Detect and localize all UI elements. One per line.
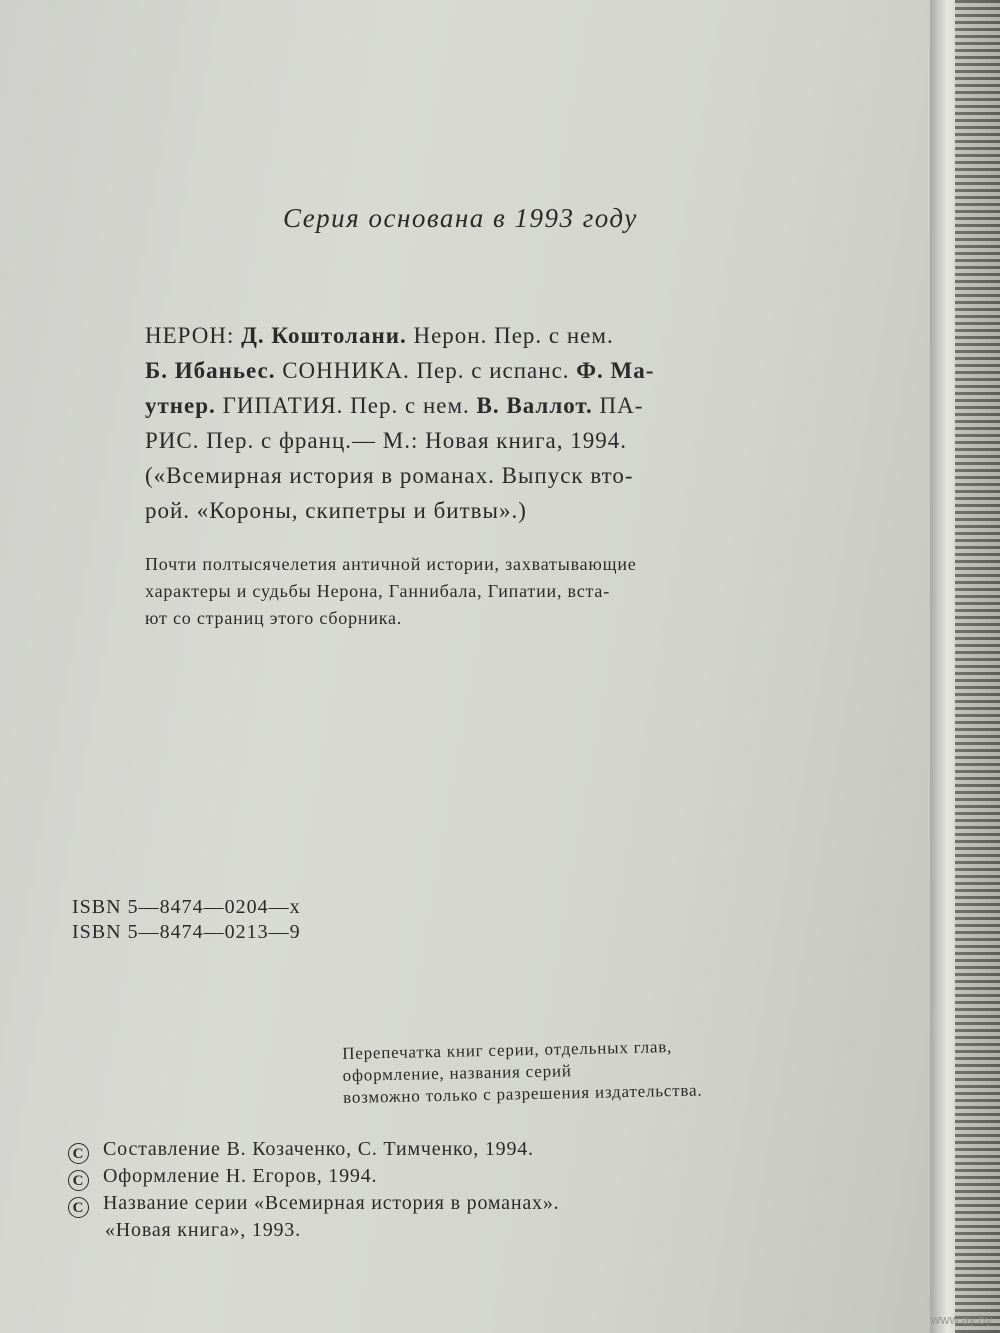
copyright-text: «Новая книга», 1993. bbox=[105, 1219, 301, 1241]
bibliographic-text: Нерон. Пер. с нем. bbox=[406, 323, 614, 348]
reprint-line: возможно только с разрешения издательства. bbox=[342, 1080, 703, 1107]
bibliographic-entry bbox=[145, 318, 825, 528]
bibliographic-text: СОННИКА. Пер. с испанс. bbox=[275, 358, 577, 383]
bibliographic-text: («Всемирная история в романах. Выпуск вто- bbox=[145, 463, 634, 488]
bibliographic-text: НЕРОН: bbox=[145, 323, 242, 348]
watermark: www.ay.by bbox=[930, 1312, 992, 1327]
author-name: В. Валлот. bbox=[476, 393, 593, 418]
isbn-line: ISBN 5—8474—0204—х bbox=[72, 896, 301, 918]
isbn-block bbox=[72, 895, 301, 945]
copyright-text: Оформление Н. Егоров, 1994. bbox=[103, 1165, 378, 1187]
reprint-line: оформление, названия серий bbox=[342, 1061, 572, 1085]
bibliographic-text: рой. «Короны, скипетры и битвы».) bbox=[145, 498, 527, 523]
copyright-entry bbox=[68, 1137, 559, 1164]
author-name: Ф. Ма- bbox=[576, 358, 655, 383]
author-name: Б. Ибаньес. bbox=[145, 358, 276, 383]
copyright-text: Название серии «Всемирная история в романах». bbox=[103, 1192, 560, 1214]
copyright-continuation bbox=[68, 1218, 559, 1242]
reprint-line: Перепечатка книг серии, отдельных глав, bbox=[342, 1037, 673, 1063]
copyright-text: Составление В. Козаченко, С. Тимченко, 1994. bbox=[103, 1138, 534, 1160]
bibliographic-line bbox=[145, 423, 825, 458]
copyright-block bbox=[68, 1137, 559, 1242]
bibliographic-line bbox=[145, 318, 825, 353]
series-note: Серия основана в 1993 году bbox=[283, 203, 638, 233]
bibliographic-line bbox=[145, 493, 825, 528]
cover-edge-pattern bbox=[955, 0, 1000, 1333]
author-name: утнер. bbox=[145, 393, 216, 418]
bibliographic-text: ГИПАТИЯ. Пер. с нем. bbox=[215, 393, 477, 418]
annotation-line: ют со страниц этого сборника. bbox=[145, 608, 403, 628]
bibliographic-line bbox=[145, 388, 825, 423]
bibliographic-line bbox=[145, 458, 825, 493]
reprint-notice bbox=[342, 1035, 703, 1109]
bibliographic-text: ПА- bbox=[592, 393, 644, 418]
copyright-icon: C bbox=[68, 1197, 89, 1218]
annotation bbox=[145, 551, 825, 632]
annotation-line: характеры и судьбы Нерона, Ганнибала, Гипатии, вста- bbox=[145, 581, 610, 601]
copyright-icon: C bbox=[68, 1170, 89, 1191]
copyright-icon: C bbox=[68, 1143, 89, 1164]
isbn-line: ISBN 5—8474—0213—9 bbox=[72, 921, 301, 943]
copyright-entry bbox=[68, 1164, 559, 1191]
copyright-entry bbox=[68, 1191, 559, 1218]
bibliographic-line bbox=[145, 353, 825, 388]
author-name: Д. Коштолани. bbox=[241, 323, 407, 348]
bibliographic-text: РИС. Пер. с франц.— М.: Новая книга, 1994. bbox=[145, 428, 627, 453]
annotation-line: Почти полтысячелетия античной истории, захватывающие bbox=[145, 554, 637, 574]
